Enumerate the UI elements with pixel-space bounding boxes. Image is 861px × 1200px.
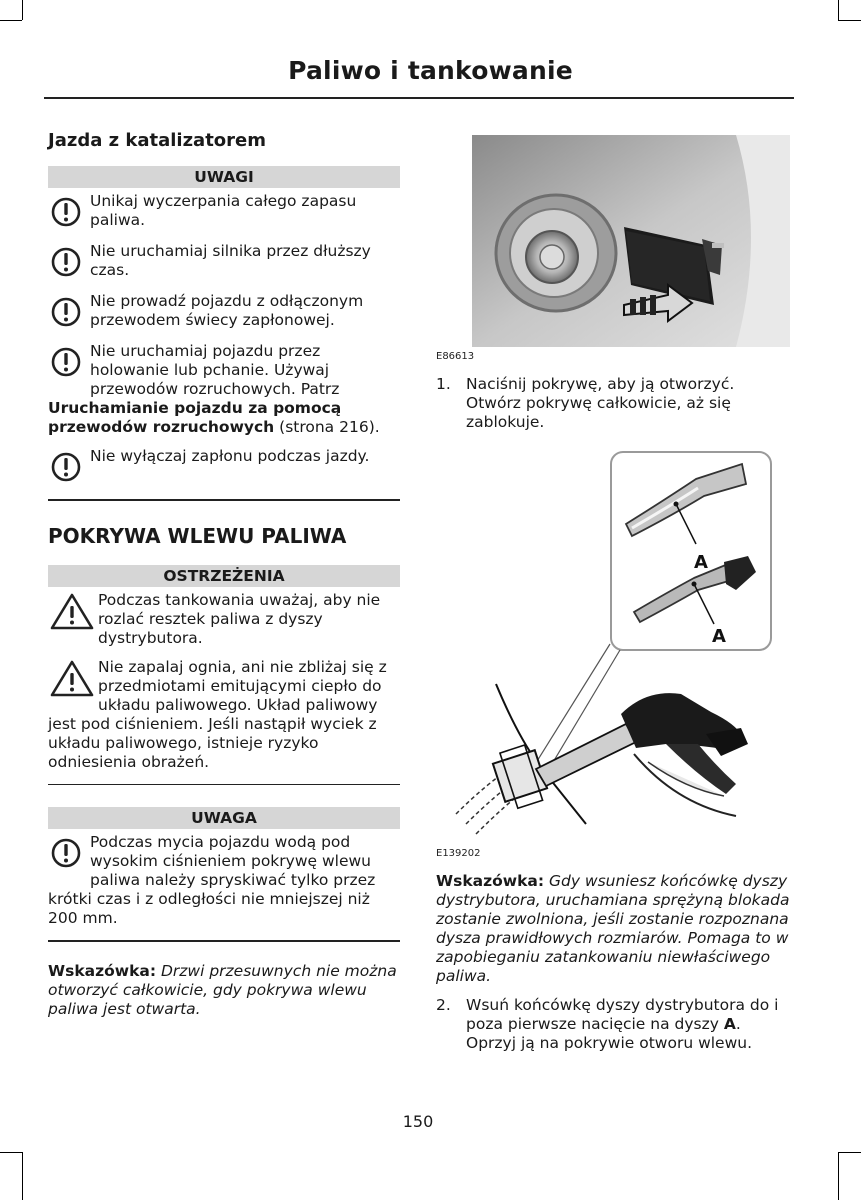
crop-mark [22, 0, 23, 20]
left-column [48, 130, 400, 1019]
crop-mark [22, 1152, 23, 1200]
step-text-end: . Oprzyj ją na pokrywie otworu wlewu. [466, 1015, 753, 1052]
warning-text: Podczas tankowania uważaj, aby nie rozlać resztek paliwa z dyszy dystrybutora. [98, 590, 381, 647]
step-number: 2. [436, 996, 451, 1014]
tip-text: Gdy wsuniesz końcówkę dyszy dystrybutora, uruchamiana sprężyną blokada zostanie zwolniona, jeśli zostanie rozpoznana dysza prawidłowych rozmiarów. Pomaga to w zapobieganiu zatankowaniu niewłaściwego paliwa. [436, 872, 790, 985]
tip-label: Wskazówka: [48, 961, 157, 980]
section-divider [48, 499, 400, 501]
crop-mark [0, 20, 22, 21]
caution-header: UWAGA [48, 807, 400, 829]
exclamation-circle-icon [48, 242, 88, 282]
section-divider [48, 940, 400, 942]
warning-triangle-icon [48, 591, 96, 631]
notes-header: UWAGI [48, 166, 400, 188]
crop-mark [0, 1152, 22, 1153]
exclamation-circle-icon [48, 292, 88, 332]
step-text: Naciśnij pokrywę, aby ją otworzyć. Otwórz pokrywę całkowicie, aż się zablokuje. [466, 375, 735, 431]
step-1 [436, 375, 790, 432]
crop-mark [838, 1152, 861, 1153]
right-column [436, 135, 790, 1053]
step-number: 1. [436, 375, 451, 393]
warning-item [48, 591, 400, 648]
caution-text: Podczas mycia pojazdu wodą pod wysokim ciśnieniem pokrywę wlewu paliwa należy spryskiwać tylko przez krótki czas i z odległości nie mniejszej niż 200 mm. [48, 833, 376, 927]
warning-item [48, 658, 400, 772]
page-number: 150 [402, 1112, 434, 1131]
exclamation-circle-icon [48, 342, 88, 382]
section-heading-catalyst: Jazda z katalizatorem [48, 130, 267, 151]
note-item [48, 192, 400, 232]
exclamation-circle-icon [48, 833, 88, 873]
tip-text: Drzwi przesuwnych nie można otworzyć całkowicie, gdy pokrywa wlewu paliwa jest otwarta. [48, 961, 397, 1018]
figure-label: E86613 [436, 351, 475, 362]
crop-mark [838, 1152, 839, 1200]
exclamation-circle-icon [48, 447, 88, 487]
note-item [48, 242, 400, 282]
step-text: Wsuń końcówkę dyszy dystrybutora do i poza pierwsze nacięcie na dyszy [466, 996, 779, 1033]
note-text: Unikaj wyczerpania całego zapasu paliwa. [90, 192, 357, 229]
crop-mark [838, 20, 861, 21]
caution-item [48, 833, 400, 928]
tip-paragraph [436, 872, 790, 986]
note-text [48, 342, 400, 437]
fuel-flap-illustration [436, 135, 790, 347]
section-heading-fuel-flap: POKRYWA WLEWU PALIWA [48, 523, 347, 548]
tip-label: Wskazówka: [436, 872, 545, 890]
note-item [48, 447, 400, 487]
callout-letter: A [712, 626, 726, 647]
note-item [48, 342, 400, 437]
nozzle-illustration [436, 444, 790, 848]
note-text: Nie prowadź pojazdu z odłączonym przewodem świecy zapłonowej. [90, 292, 364, 329]
page-reference: (strona 216). [274, 418, 380, 436]
title-divider [44, 97, 794, 99]
figure-label: E139202 [436, 848, 481, 859]
cross-reference-link[interactable]: Uruchamianie pojazdu za pomocą przewodów rozruchowych [48, 399, 342, 436]
note-text: Nie wyłączaj zapłonu podczas jazdy. [90, 447, 370, 465]
crop-mark [838, 0, 839, 20]
step-2 [436, 996, 790, 1053]
nozzle-figure [436, 444, 790, 864]
page-title: Paliwo i tankowanie [288, 56, 573, 85]
warning-text: Nie zapalaj ognia, ani nie zbliżaj się z przedmiotami emitującymi ciepło do układu paliwowego. Układ paliwowy jest pod ciśnieniem. Jeśli nastąpił wyciek z układu paliwowego, istnieje ryzyko odniesienia obrażeń. [48, 657, 387, 771]
exclamation-circle-icon [48, 192, 88, 232]
callout-letter: A [694, 552, 708, 573]
fuel-flap-figure [436, 135, 790, 365]
warning-triangle-icon [48, 658, 96, 698]
note-item [48, 292, 400, 332]
section-divider [48, 784, 400, 786]
tip-paragraph [48, 962, 400, 1019]
note-text: Nie uruchamiaj silnika przez dłuższy czas. [90, 242, 371, 279]
nozzle-notch-reference: A [723, 1015, 736, 1033]
note-body: Nie uruchamiaj pojazdu przez holowanie lub pchanie. Używaj przewodów rozruchowych. Patrz [90, 342, 340, 398]
warnings-header: OSTRZEŻENIA [48, 565, 400, 587]
